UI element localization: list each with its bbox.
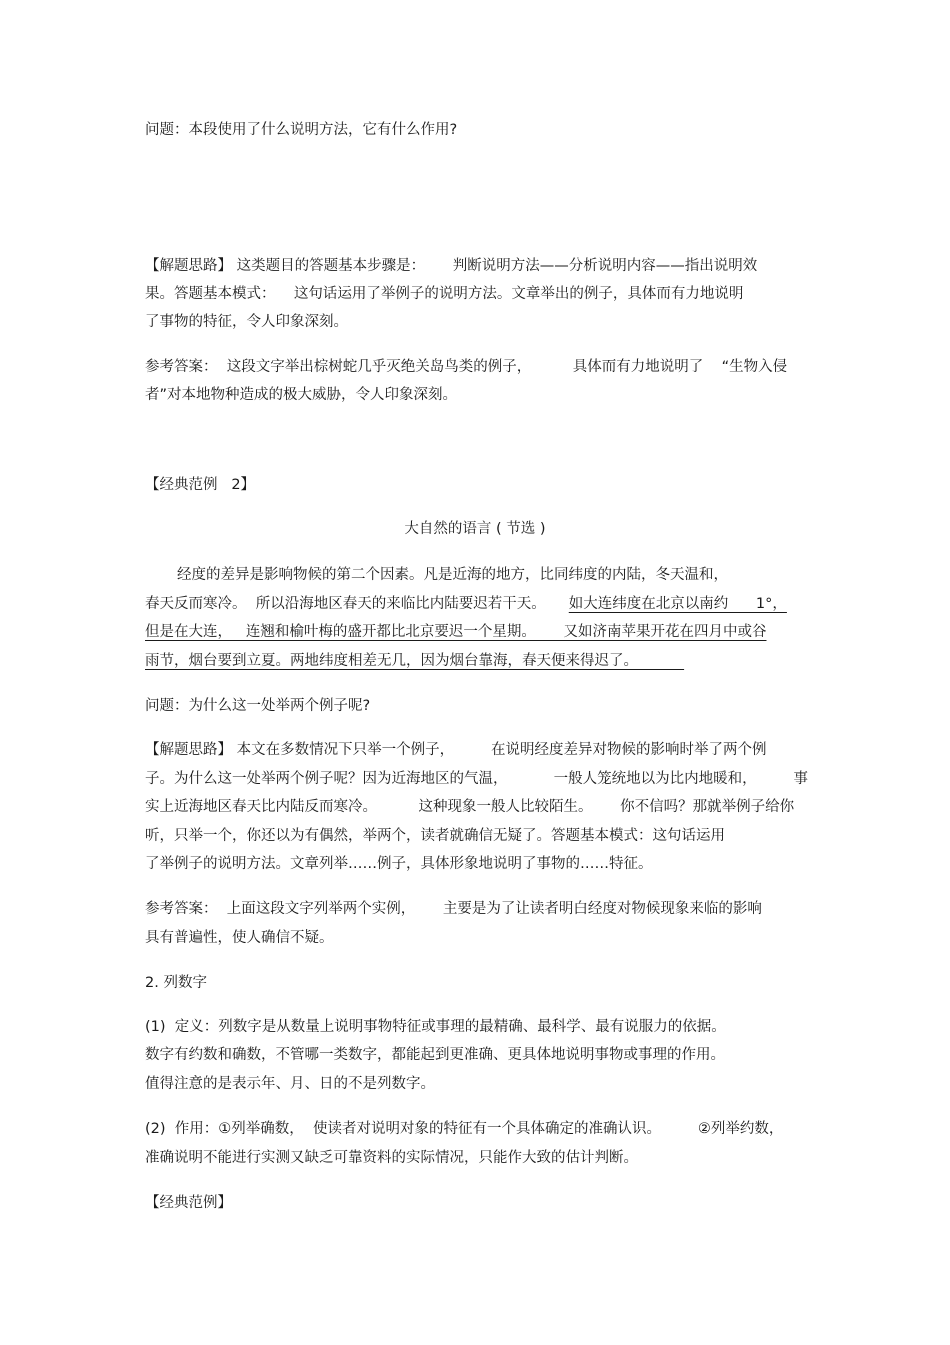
answer-2-line: 具有普遍性，使人确信不疑。 (145, 930, 334, 946)
analysis-2-line: 实上近海地区春天比内陆反而寒冷。 这种现象一般人比较陌生。 你不信吗？那就举例子给你 (145, 799, 795, 815)
definition-line: (1) 定义：列数字是从数量上说明事物特征或事理的最精确、最科学、最有说服力的依据。 (145, 1019, 726, 1035)
answer-1-line: 参考答案： 这段文字举出棕树蛇几乎灭绝关岛鸟类的例子， 具体而有力地说明了 “生物入侵 (145, 359, 788, 375)
passage-text: 春天反而寒冷。 所以沿海地区春天的来临比内陆要迟若干天。 (145, 596, 569, 612)
analysis-1-line: 【解题思路】 这类题目的答题基本步骤是： 判断说明方法——分析说明内容——指出说明效 (145, 258, 758, 274)
question-2: 问题：为什么这一处举两个例子呢? (145, 698, 371, 714)
section-heading: 2. 列数字 (145, 975, 207, 991)
passage-underlined-text: 如大连纬度在北京以南约 1°， (568, 596, 787, 612)
passage-line (145, 594, 787, 614)
article-title: 大自然的语言 ( 节选 ) (404, 521, 546, 537)
answer-1-line: 者”对本地物种造成的极大威胁，令人印象深刻。 (145, 387, 458, 403)
passage-line: 经度的差异是影响物候的第二个因素。凡是近海的地方，比同纬度的内陆，冬天温和， (177, 567, 728, 583)
definition-line: 数字有约数和确数，不管哪一类数字，都能起到更准确、更具体地说明事物或事理的作用。 (145, 1047, 725, 1063)
answer-2-line: 参考答案： 上面这段文字列举两个实例， 主要是为了让读者明白经度对物候现象来临的影响 (145, 901, 762, 917)
definition-line: 值得注意的是表示年、月、日的不是列数字。 (145, 1076, 435, 1092)
function-line: 准确说明不能进行实测又缺乏可靠资料的实际情况，只能作大致的估计判断。 (145, 1150, 638, 1166)
analysis-2-line: 【解题思路】 本文在多数情况下只举一个例子， 在说明经度差异对物候的影响时举了两个例 (145, 742, 767, 758)
passage-underlined-line: 但是在大连， 连翘和榆叶梅的盛开都比北京要迟一个星期。 又如济南苹果开花在四月中或谷 (145, 624, 767, 640)
analysis-1-line: 了事物的特征，令人印象深刻。 (145, 314, 348, 330)
analysis-2-line: 子。为什么这一处举两个例子呢？因为近海地区的气温， 一般人笼统地以为比内地暖和， 事 (145, 771, 808, 787)
analysis-2-line: 了举例子的说明方法。文章列举……例子，具体形象地说明了事物的……特征。 (145, 856, 653, 872)
passage-underlined-line: 雨节，烟台要到立夏。两地纬度相差无几，因为烟台靠海，春天便来得迟了。 (145, 653, 685, 669)
analysis-1-line: 果。答题基本模式： 这句话运用了举例子的说明方法。文章举出的例子，具体而有力地说明 (145, 286, 744, 302)
analysis-2-line: 听，只举一个，你还以为有偶然，举两个，读者就确信无疑了。答题基本模式：这句话运用 (145, 828, 725, 844)
question-1: 问题：本段使用了什么说明方法，它有什么作用? (145, 122, 458, 138)
example-2-heading: 【经典范例 2】 (145, 477, 256, 493)
function-line: (2) 作用：①列举确数， 使读者对说明对象的特征有一个具体确定的准确认识。 ②列举约数， (145, 1121, 784, 1137)
example-3-heading: 【经典范例】 (145, 1195, 232, 1211)
